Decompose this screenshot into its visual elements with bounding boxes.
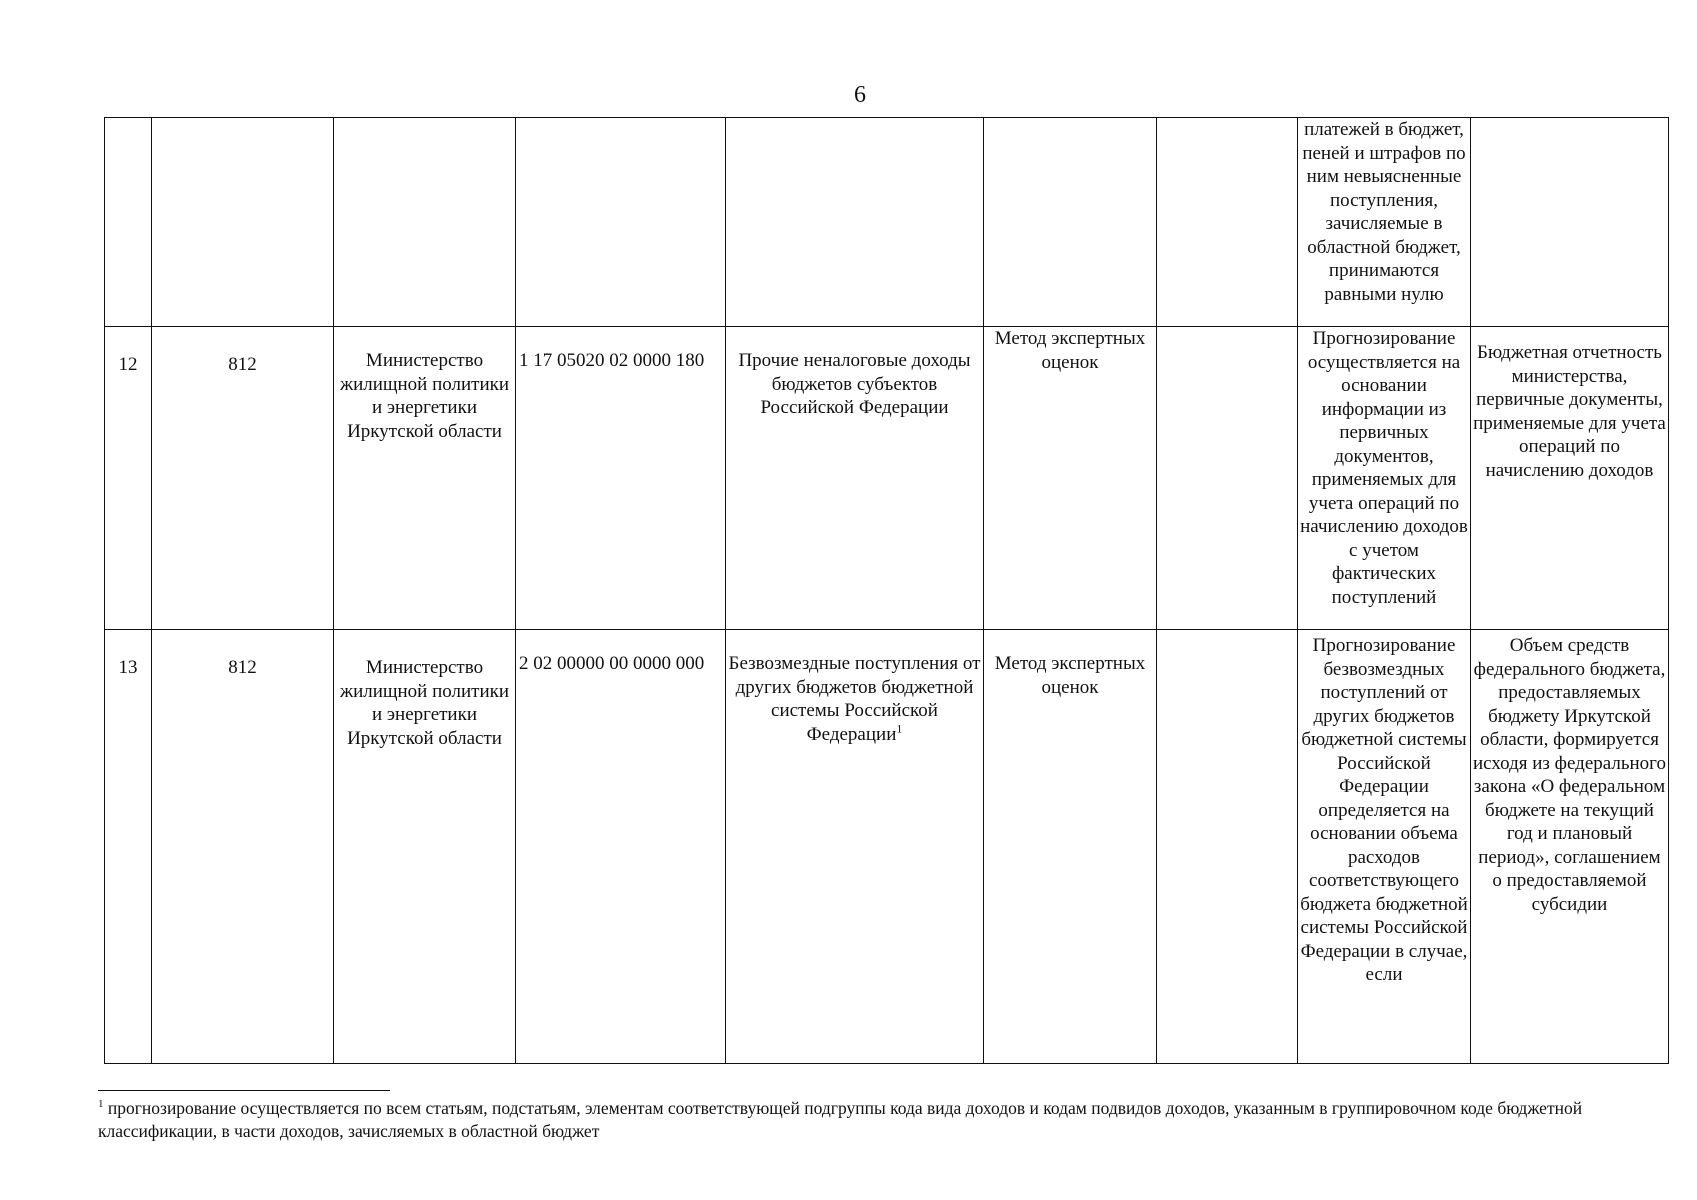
- cell-algorithm: Прогнозирование безвозмездных поступлений от других бюджетов бюджетной системы Российской Федерации определяется на основании объема расходов соответствующего бюджета бюджетной системы Российской Федерации в случае, если: [1298, 630, 1471, 1064]
- table-row-continuation: [105, 118, 1669, 327]
- cell-income-name: [726, 118, 984, 327]
- cell-admin-code: [152, 118, 334, 327]
- cell-num: 12: [105, 327, 152, 630]
- cell-method: Метод экспертных оценок: [984, 327, 1157, 630]
- cell-algorithm: Прогнозирование осуществляется на основании информации из первичных документов, применяемых для учета операций по начислению доходов с учетом фактических поступлений: [1298, 327, 1471, 630]
- cell-num: 13: [105, 630, 152, 1064]
- cell-algorithm: платежей в бюджет, пеней и штрафов по ним невыясненные поступления, зачисляемые в областной бюджет, принимаются равными нулю: [1298, 118, 1471, 327]
- cell-kbk: [516, 118, 726, 327]
- table-row: [105, 630, 1669, 1064]
- cell-formula: [1157, 118, 1298, 327]
- cell-kbk: 2 02 00000 00 0000 000: [516, 630, 726, 1064]
- cell-num: [105, 118, 152, 327]
- cell-admin-name: Министерство жилищной политики и энергетики Иркутской области: [334, 630, 516, 1064]
- cell-kbk: 1 17 05020 02 0000 180: [516, 327, 726, 630]
- cell-admin-name: Министерство жилищной политики и энергетики Иркутской области: [334, 327, 516, 630]
- footnote-separator: [98, 1090, 390, 1091]
- cell-method: [984, 118, 1157, 327]
- cell-source: Бюджетная отчетность министерства, первичные документы, применяемые для учета операций по начислению доходов: [1471, 327, 1669, 630]
- table-row: [105, 327, 1669, 630]
- cell-method: Метод экспертных оценок: [984, 630, 1157, 1064]
- cell-source: Объем средств федерального бюджета, предоставляемых бюджету Иркутской области, формируется исходя из федерального закона «О федеральном бюджете на текущий год и плановый период», соглашением о предоставляемой субсидии: [1471, 630, 1669, 1064]
- cell-admin-name: [334, 118, 516, 327]
- footnote-marker: 1: [98, 1098, 104, 1111]
- cell-formula: [1157, 630, 1298, 1064]
- income-name-text: Безвозмездные поступления от других бюджетов бюджетной системы Российской Федерации: [728, 653, 981, 745]
- cell-source: [1471, 118, 1669, 327]
- cell-formula: [1157, 327, 1298, 630]
- footnote-ref: 1: [896, 721, 903, 736]
- footnote-text: прогнозирование осуществляется по всем статьям, подстатьям, элементам соответствующей подгруппы кода вида доходов и кодам подвидов доходов, указанным в группировочном коде бюджетной классификации, в части доходов, зачисляемых в областной бюджет: [98, 1098, 1583, 1141]
- cell-admin-code: 812: [152, 327, 334, 630]
- income-forecast-table: [104, 117, 1669, 1064]
- footnote: [98, 1097, 1678, 1143]
- cell-admin-code: 812: [152, 630, 334, 1064]
- cell-income-name: [726, 630, 984, 1064]
- page-number: 6: [854, 82, 866, 108]
- cell-income-name: Прочие неналоговые доходы бюджетов субъектов Российской Федерации: [726, 327, 984, 630]
